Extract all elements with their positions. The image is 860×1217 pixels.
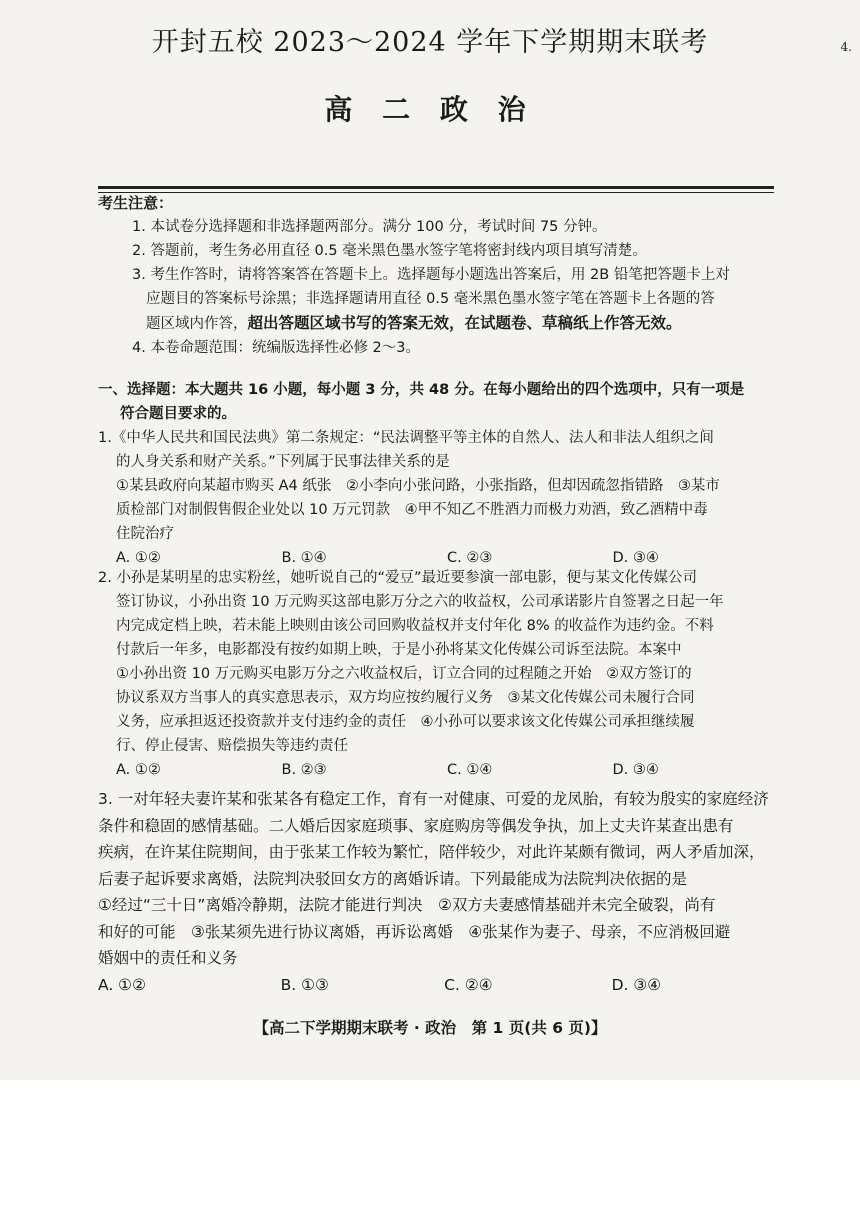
question-line: 的人身关系和财产关系。”下列属于民事法律关系的是 [116, 454, 450, 470]
option-d: D. ③④ [612, 550, 659, 566]
subject-title: 高 二 政 治 [324, 93, 536, 126]
question-2 [98, 566, 778, 782]
answer-options [98, 972, 778, 999]
notice-item: 3. 考生作答时，请将答案答在答题卡上。选择题每小题选出答案后，用 2B 铅笔把答题卡上对 [132, 267, 730, 283]
question-line: 后妻子起诉要求离婚，法院判决驳回女方的离婚诉请。下列最能成为法院判决依据的是 [98, 869, 688, 888]
corner-mark: 4. [840, 40, 852, 54]
divider-thick [98, 186, 774, 189]
question-line: 疾病，在许某住院期间，由于张某工作较为繁忙，陪伴较少，对此许某颇有微词，两人矛盾加深， [98, 843, 765, 861]
notice-item-continued [98, 311, 778, 336]
question-line: 付款后一年多，电影都没有按约如期上映，于是小孙将某文化传媒公司诉至法院。本案中 [116, 642, 682, 658]
question-line: ①小孙出资 10 万元购买电影万分之六收益权后，订立合同的过程随之开始 ②双方签订的 [116, 666, 692, 682]
question-line: 签订协议，小孙出资 10 万元购买这部电影万分之六的收益权，公司承诺影片自签署之日起一年 [116, 594, 724, 610]
question-line: 2. 小孙是某明星的忠实粉丝，她听说自己的“爱豆”最近要参演一部电影，便与某文化传媒公司 [98, 570, 697, 586]
section-heading [98, 378, 778, 426]
question-line: 3. 一对年轻夫妻许某和张某各有稳定工作，育有一对健康、可爱的龙凤胎，有较为殷实的家庭经济 [98, 790, 769, 808]
page-footer: 【高二下学期期末联考 · 政治 第 1 页(共 6 页)】 [253, 1019, 607, 1037]
question-line: 婚姻中的责任和义务 [98, 949, 238, 967]
section-line: 一、选择题：本大题共 16 小题，每小题 3 分，共 48 分。在每小题给出的四个选项中，只有一项是 [98, 382, 745, 398]
notice-item: 4. 本卷命题范围：统编版选择性必修 2～3。 [132, 340, 421, 356]
notice-item: 2. 答题前，考生务必用直径 0.5 毫米黑色墨水签字笔将密封线内项目填写清楚。 [132, 243, 647, 259]
question-line: 内完成定档上映，若未能上映则由该公司回购收益权并支付年化 8% 的收益作为违约金。不料 [116, 618, 714, 634]
question-line: ①某县政府向某超市购买 A4 纸张 ②小李向小张问路，小张指路，但却因疏忽指错路 ③某市 [116, 478, 720, 494]
option-b: B. ②③ [281, 762, 327, 778]
section-line: 符合题目要求的。 [120, 406, 236, 422]
question-line: 和好的可能 ③张某须先进行协议离婚，再诉讼离婚 ④张某作为妻子、母亲，不应消极回避 [98, 922, 731, 941]
notice-emphasis: 超出答题区域书写的答案无效，在试题卷、草稿纸上作答无效。 [247, 314, 682, 332]
option-b: B. ①④ [281, 550, 327, 566]
question-line: 1.《中华人民共和国民法典》第二条规定：“民法调整平等主体的自然人、法人和非法人组织之间 [98, 430, 714, 446]
option-b: B. ①③ [280, 975, 329, 994]
option-d: D. ③④ [612, 762, 659, 778]
question-line: 条件和稳固的感情基础。二人婚后因家庭琐事、家庭购房等偶发争执，加上丈夫许某查出患有 [98, 816, 734, 835]
notice-heading: 考生注意： [98, 194, 174, 212]
question-line: ①经过“三十日”离婚冷静期，法院才能进行判决 ②双方夫妻感情基础并未完全破裂，尚有 [98, 896, 716, 914]
option-c: C. ②④ [444, 975, 493, 994]
option-a: A. ①② [116, 762, 161, 778]
option-a: A. ①② [98, 975, 146, 994]
exam-title: 开封五校 2023～2024 学年下学期期末联考 [151, 27, 709, 58]
notice-item: 1. 本试卷分选择题和非选择题两部分。满分 100 分，考试时间 75 分钟。 [132, 219, 607, 235]
question-line: 义务，应承担返还投资款并支付违约金的责任 ④小孙可以要求该文化传媒公司承担继续履 [116, 714, 695, 730]
answer-options [98, 758, 778, 782]
question-line: 协议系双方当事人的真实意思表示，双方均应按约履行义务 ③某文化传媒公司未履行合同 [116, 690, 695, 706]
option-d: D. ③④ [611, 975, 662, 994]
question-3 [98, 786, 778, 998]
option-c: C. ②③ [447, 550, 493, 566]
question-line: 行、停止侵害、赔偿损失等违约责任 [116, 738, 348, 754]
notice-item-text: 题区域内作答， [146, 316, 248, 332]
question-1 [98, 426, 778, 570]
question-line: 质检部门对制假售假企业处以 10 万元罚款 ④甲不知乙不胜酒力而极力劝酒，致乙酒精中毒 [116, 502, 708, 518]
option-c: C. ①④ [447, 762, 493, 778]
question-line: 住院治疗 [116, 526, 174, 542]
option-a: A. ①② [116, 550, 161, 566]
notice-item-continued: 应题目的答案标号涂黑；非选择题请用直径 0.5 毫米黑色墨水签字笔在答题卡上各题的答 [146, 291, 715, 307]
notice-block [98, 191, 778, 360]
